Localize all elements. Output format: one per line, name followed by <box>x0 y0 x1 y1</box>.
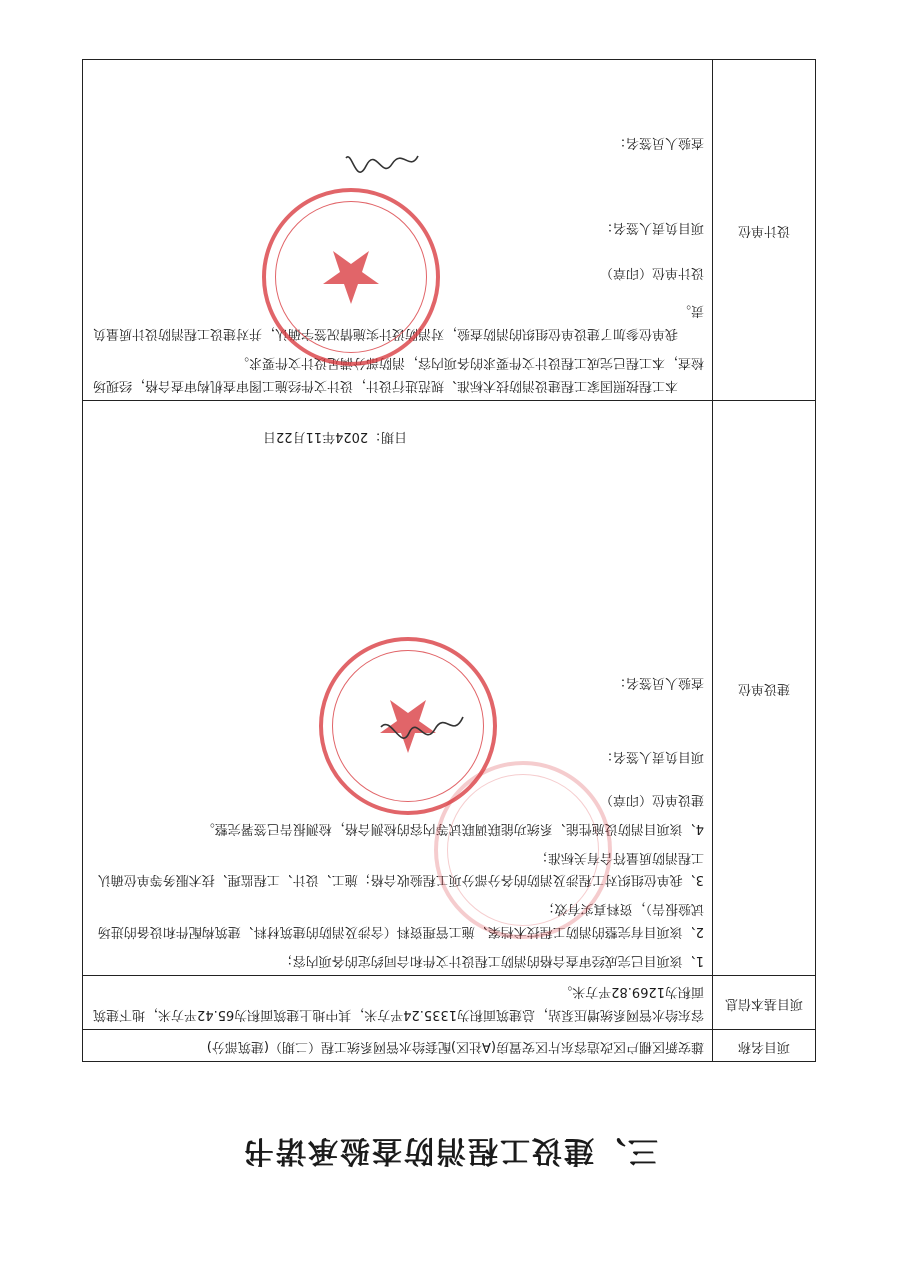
design-paragraph-1: 本工程按照国家工程建设消防技术标准、规范进行设计，设计文件经施工图审查机构审查合格，经现场检查，本工程已完成工程设计文件要求的各项内容，消防部分满足设计文件要求。 <box>92 355 704 393</box>
commitment-item-2: 2、该项目有完整的消防工程技术档案、施工管理资料（含涉及消防的建筑材料、建筑构配件和设备的进场试验报告），资料真实有效； <box>97 901 704 939</box>
construction-unit-content <box>83 400 713 975</box>
construction-unit-row <box>83 400 816 975</box>
design-seal-line: 设计单位（印章） <box>599 264 704 280</box>
project-name-value: 雄安新区棚户区改造容东片区安置房(A社区)配套给水管网系统工程（二期）(建筑部分) <box>83 1030 713 1062</box>
design-leader-line: 项目负责人签名： <box>599 220 704 235</box>
basic-info-value: 容东给水管网系统增压泵站，总建筑面积为1335.24平方米，其中地上建筑面积为65.42平方米，地下建筑面积为1269.82平方米。 <box>83 975 713 1030</box>
commitment-item-3: 3、我单位组织对工程涉及消防的各分部分项工程验收合格；施工、设计、工程监理、技术服务等单位确认工程消防质量符合有关标准； <box>97 849 704 888</box>
construction-date-line: 日期：2024年11月22日 <box>263 429 408 445</box>
basic-info-row <box>83 975 816 1030</box>
basic-info-label: 项目基本信息 <box>713 975 816 1030</box>
document-title: 三、建设工程消防查验承诺书 <box>242 1133 658 1168</box>
design-unit-label: 设计单位 <box>713 59 816 400</box>
design-unit-content <box>83 59 713 400</box>
project-name-row <box>83 1030 816 1062</box>
acceptance-table <box>82 59 816 1062</box>
design-paragraph-2: 我单位参加了建设单位组织的消防查验，对消防设计实施情况签字确认，并对建设工程消防设计质量负责。 <box>92 303 704 342</box>
commitment-item-1: 1、该项目已完成经审查合格的消防工程设计文件和合同约定的各项内容； <box>279 952 704 968</box>
commitment-item-4: 4、该项目消防设施性能、系统功能联调联试等内容的检测合格，检测报告已签署完整。 <box>201 821 704 836</box>
construction-signature-icon <box>377 705 467 745</box>
construction-unit-label: 建设单位 <box>713 400 816 975</box>
design-checker-line: 查验人员签名： <box>612 135 704 151</box>
design-unit-row <box>83 59 816 400</box>
construction-checker-line: 查验人员签名： <box>612 674 704 690</box>
construction-leader-line: 项目负责人签名： <box>599 749 704 765</box>
project-name-label: 项目名称 <box>713 1030 816 1062</box>
construction-seal-line: 建设单位（印章） <box>599 792 704 808</box>
